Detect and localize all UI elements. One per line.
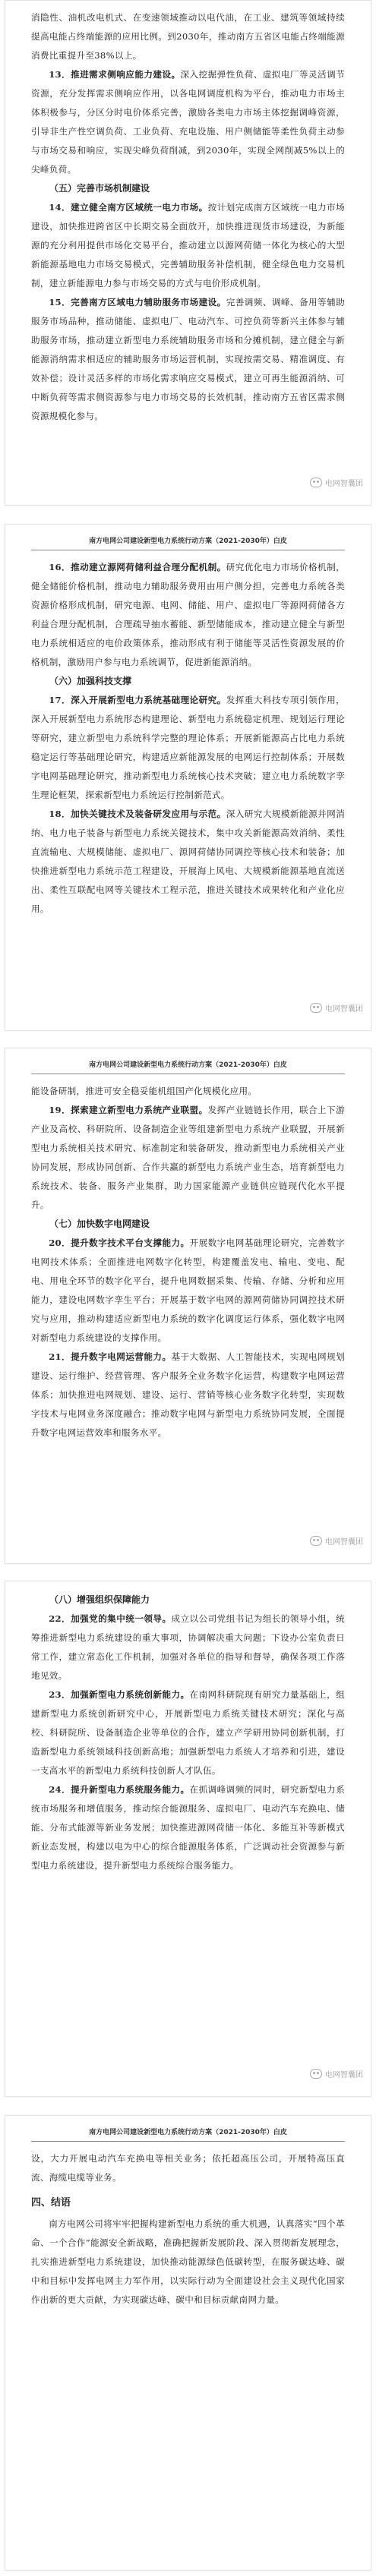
- paragraph: [31, 198, 345, 293]
- document-page-3: [5, 1048, 371, 1564]
- paragraph-text: 深入挖掘弹性负荷、虚拟电厂等灵活调节资源，充分发挥需求侧响应作用，以各电网调度机构为平台，推动电力市场主体积极参与，分区分时电价体系完善，激励各类电力市场主体挖掘调峰资源，引导非生产性空调负荷、工业负荷、充电设施、用户侧储能等柔性负荷主动参与市场交易和响应，实现尖峰负荷削减，到2030年，实现全网削减5%以上的尖峰负荷。: [31, 69, 345, 175]
- wechat-icon: [310, 1003, 322, 1013]
- paragraph-lead: 20．提升数字技术平台支撑能力。: [49, 1238, 190, 1248]
- watermark: [310, 477, 363, 488]
- paragraph: [31, 1685, 345, 1780]
- document-page-1: [5, 0, 371, 506]
- document-page-5: [5, 2115, 371, 2571]
- page-header-text: 南方电网公司建设新型电力系统行动方案（2021-2030年）白皮: [89, 2129, 287, 2136]
- page-header: [31, 2124, 345, 2142]
- paragraph-text: 开展数字电网基础理论研究，完善数字电网技术体系；全面推进电网数字化转型，构建覆盖发电、输电、变电、配电、用电全环节的数字化平台，提升电网数据采集、传输、存储、分析和应用能力，建设电网数字孪生平台；开展基于数字电网的源网荷储协同调控技术研究与应用，推动构建适应新型电力系统的数字化调度运行体系，强化数字电网对新型电力系统建设的支撑作用。: [31, 1238, 345, 1343]
- paragraph: [31, 1780, 345, 1875]
- watermark: [310, 2068, 363, 2079]
- paragraph-text: 深入研究大规模新能源并网消纳、电力电子装备与新型电力系统关键技术，集中攻关新能源高效消纳、柔性直流输电、大规模储能、虚拟电厂、源网荷储协同调控等核心技术和装备；加快推进新型电力系统示范工程建设，开展海上风电、大规模新能源基地直流送出、柔性互联配电网等关键技术工程示范，推进关键技术成果转化和产业化应用。: [31, 809, 345, 914]
- paragraph-lead: 13．推进需求侧响应能力建设。: [49, 69, 181, 80]
- paragraph-text: 基于大数据、人工智能技术，实现电网规划建设、运行维护、经营管理、客户服务全业务数字化运营，构建数字电网运营体系；加快推进电网规划、建设、运行、营销等核心业务数字化转型，实现数字技术与电网业务深度融合；推动数字电网与新型电力系统协同发展，全面提升数字电网运营效率和服务水平。: [31, 1351, 345, 1438]
- paragraph-text: 完善调频、调峰、备用等辅助服务市场品种，推动储能、虚拟电厂、电动汽车、可控负荷等新兴主体参与辅助服务市场，推动建立新型电力系统辅助服务市场和分摊机制，建立健全与新能源消纳需求相适应的辅助服务市场运营机制，实现按需交易、精准调度、有效补偿；设计灵活多样的市场化需求响应交易模式，建立可再生能源消纳、可中断负荷等需求侧资源参与电力市场交易的长效机制，推动南方五省区需求侧资源规模化参与。: [31, 297, 345, 421]
- paragraph: 消隐性、油机改电机式、在变速领域推动以电代油，在工业、建筑等领域持续提高电能占终端能源的应用比例。到2030年，推动南方五省区电能占终端能源消费比重提升至38%以上。: [31, 12, 345, 61]
- paragraph: [31, 1348, 345, 1442]
- paragraph-lead: 14．建立健全南方区域统一电力市场。: [49, 202, 208, 213]
- paragraph-text: 成立以公司党组书记为组长的领导小组，统筹推进新型电力系统建设的重大事项，协调解决重大问题；下设办公室负责日常工作，建立常态化工作机制，加强对各单位的指导和督导，确保各项工作落地见效。: [31, 1613, 345, 1681]
- wechat-icon: [310, 2069, 322, 2079]
- watermark: [310, 1002, 363, 1014]
- page-1-body: [31, 8, 345, 426]
- paragraph: [31, 1234, 345, 1348]
- paragraph-lead: 18．加快关键技术及装备研发应用与示范。: [49, 809, 226, 819]
- paragraph-lead: 23．加强新型电力系统创新能力。: [49, 1689, 190, 1700]
- page-header-text: 南方电网公司建设新型电力系统行动方案（2021-2030年）白皮: [89, 538, 287, 545]
- paragraph-lead: 17．深入开展新型电力系统基础理论研究。: [49, 695, 226, 705]
- paragraph-lead: 24．提升新型电力系统服务能力。: [49, 1784, 190, 1795]
- paragraph-text: 发挥产业链链长作用，联合上下游产业及高校、科研院所、设备制造企业等组建新型电力系统产业联盟，开展新型电力系统相关技术研究、标准制定和装备研发，推动新型电力系统相关产业协同发展，形成协同创新、合作共赢的新型电力系统产业生态，培育新型电力系统技术、装备、服务产业集群，助力国家能源产业链供应链现代化水平提升。: [31, 1105, 345, 1210]
- paragraph: 设，大力开展电动汽车充换电等相关业务；依托超高压公司，开展特高压直流、海缆电缆等业务。: [31, 2153, 345, 2183]
- wechat-icon: [310, 1536, 322, 1546]
- watermark-label: 电网智囊团: [325, 480, 363, 488]
- paragraph-lead: 21．提升数字电网运营能力。: [49, 1351, 172, 1362]
- paragraph: [31, 1610, 345, 1685]
- subsection-heading: （六）加强科技支撑: [49, 676, 132, 686]
- paragraph: [31, 558, 345, 672]
- watermark-label: 电网智囊团: [325, 1005, 363, 1014]
- watermark-label: 电网智囊团: [325, 1538, 363, 1547]
- subsection-heading: （八）增强组织保障能力: [49, 1594, 150, 1605]
- paragraph-lead: 15．完善南方区域电力辅助服务市场建设。: [49, 297, 226, 307]
- paragraph-lead: 16．推动建立源网荷储利益合理分配机制。: [49, 562, 226, 572]
- watermark: [310, 1535, 363, 1547]
- page-header-text: 南方电网公司建设新型电力系统行动方案（2021-2030年）白皮: [89, 1061, 287, 1069]
- subsection-heading: （七）加快数字电网建设: [49, 1219, 150, 1229]
- paragraph-lead: 22．加强党的集中统一领导。: [49, 1613, 172, 1624]
- paragraph: [31, 293, 345, 426]
- subsection-heading: （五）完善市场机制建设: [49, 183, 150, 194]
- paragraph: 南方电网公司将牢牢把握构建新型电力系统的重大机遇，认真落实“四个革命、一个合作”能源安全新战略，准确把握新发展阶段、深入贯彻新发展理念，扎实推进新型电力系统建设，加快推动能源绿色低碳转型，在服务碳达峰、碳中和目标中发挥电网主力军作用，以实际行动为全面建设社会主义现代化国家作出新的更大贡献，为实现碳达峰、碳中和目标贡献南网力量。: [31, 2218, 345, 2305]
- paragraph: [31, 1101, 345, 1215]
- paragraph-text: 在抓调峰调频的同时，研究新型电力系统市场服务和增值服务，推动综合能源服务、虚拟电厂、电动汽车充换电、储能、分布式能源等新业务发展；加快推进源网荷储一体化、多能互补等新模式新业态发展，构建以电为中心的综合能源服务体系，广泛调动社会资源参与新型电力系统建设，提升新型电力系统综合服务能力。: [31, 1784, 345, 1871]
- page-header: [31, 532, 345, 550]
- paragraph: 能设备研制，推进可安全稳妥能机组国产化规模化应用。: [31, 1086, 258, 1096]
- paragraph-text: 在南网科研院现有研究力量基础上，组建新型电力系统创新研究中心，开展新型电力系统关键技术研究；深化与高校、科研院所、设备制造企业等单位的合作，建立产学研用协同创新机制，打造新型电力系统领域科技创新高地；加强新型电力系统人才培养和引进，建设一支高水平的新型电力系统科技创新人才队伍。: [31, 1689, 345, 1776]
- paragraph-text: 发挥重大科技专项引领作用，深入开展新型电力系统形态构建理论、新型电力系统稳定机理、规划运行理论等研究，建立新型电力系统科学完整的理论体系；开展新能源高占比电力系统稳定运行等基础理论研究，构建适应新能源发展的电网运行控制体系；开展数字电网基础理论研究，推动新型电力系统核心技术突破；建立电力系统数字孪生理论框架，探索新型电力系统运行控制新范式。: [31, 695, 345, 800]
- section-heading: 四、结语: [31, 2197, 71, 2209]
- page-header: [31, 1056, 345, 1074]
- paragraph-text: 研究优化电力市场价格机制，健全储能价格机制，推动电力辅助服务费用由用户侧分担，完善电力系统各类资源价格形成机制，研究电源、电网、储能、用户、虚拟电厂等源网荷储各方利益合理分配机制，合理疏导抽水蓄能、新型储能成本，推动建立健全与新型电力系统相适应的电价政策体系，推动形成有利于储能等灵活性资源发展的价格机制，激励用户参与电力系统调节，促进新能源消纳。: [31, 562, 345, 667]
- paragraph: [31, 805, 345, 919]
- paragraph-text: 按计划完成南方区域统一电力市场建设，加快推进跨省区中长期交易全面放开，加快推进现货市场建设，为新能源的充分利用提供市场化交易平台，推动建立以源网荷储一体化为核心的大型新能源基地电力市场交易模式，完善辅助服务补偿机制，健全绿色电力交易机制，建立新能源电力参与市场交易的方式与电价形成机制。: [31, 202, 345, 288]
- wechat-icon: [310, 478, 322, 487]
- document-page-2: [5, 524, 371, 1031]
- paragraph: [31, 691, 345, 805]
- watermark-label: 电网智囊团: [325, 2071, 363, 2079]
- paragraph: [31, 65, 345, 179]
- document-page-4: [5, 1581, 371, 2097]
- paragraph-lead: 19．探索建立新型电力系统产业联盟。: [49, 1105, 208, 1115]
